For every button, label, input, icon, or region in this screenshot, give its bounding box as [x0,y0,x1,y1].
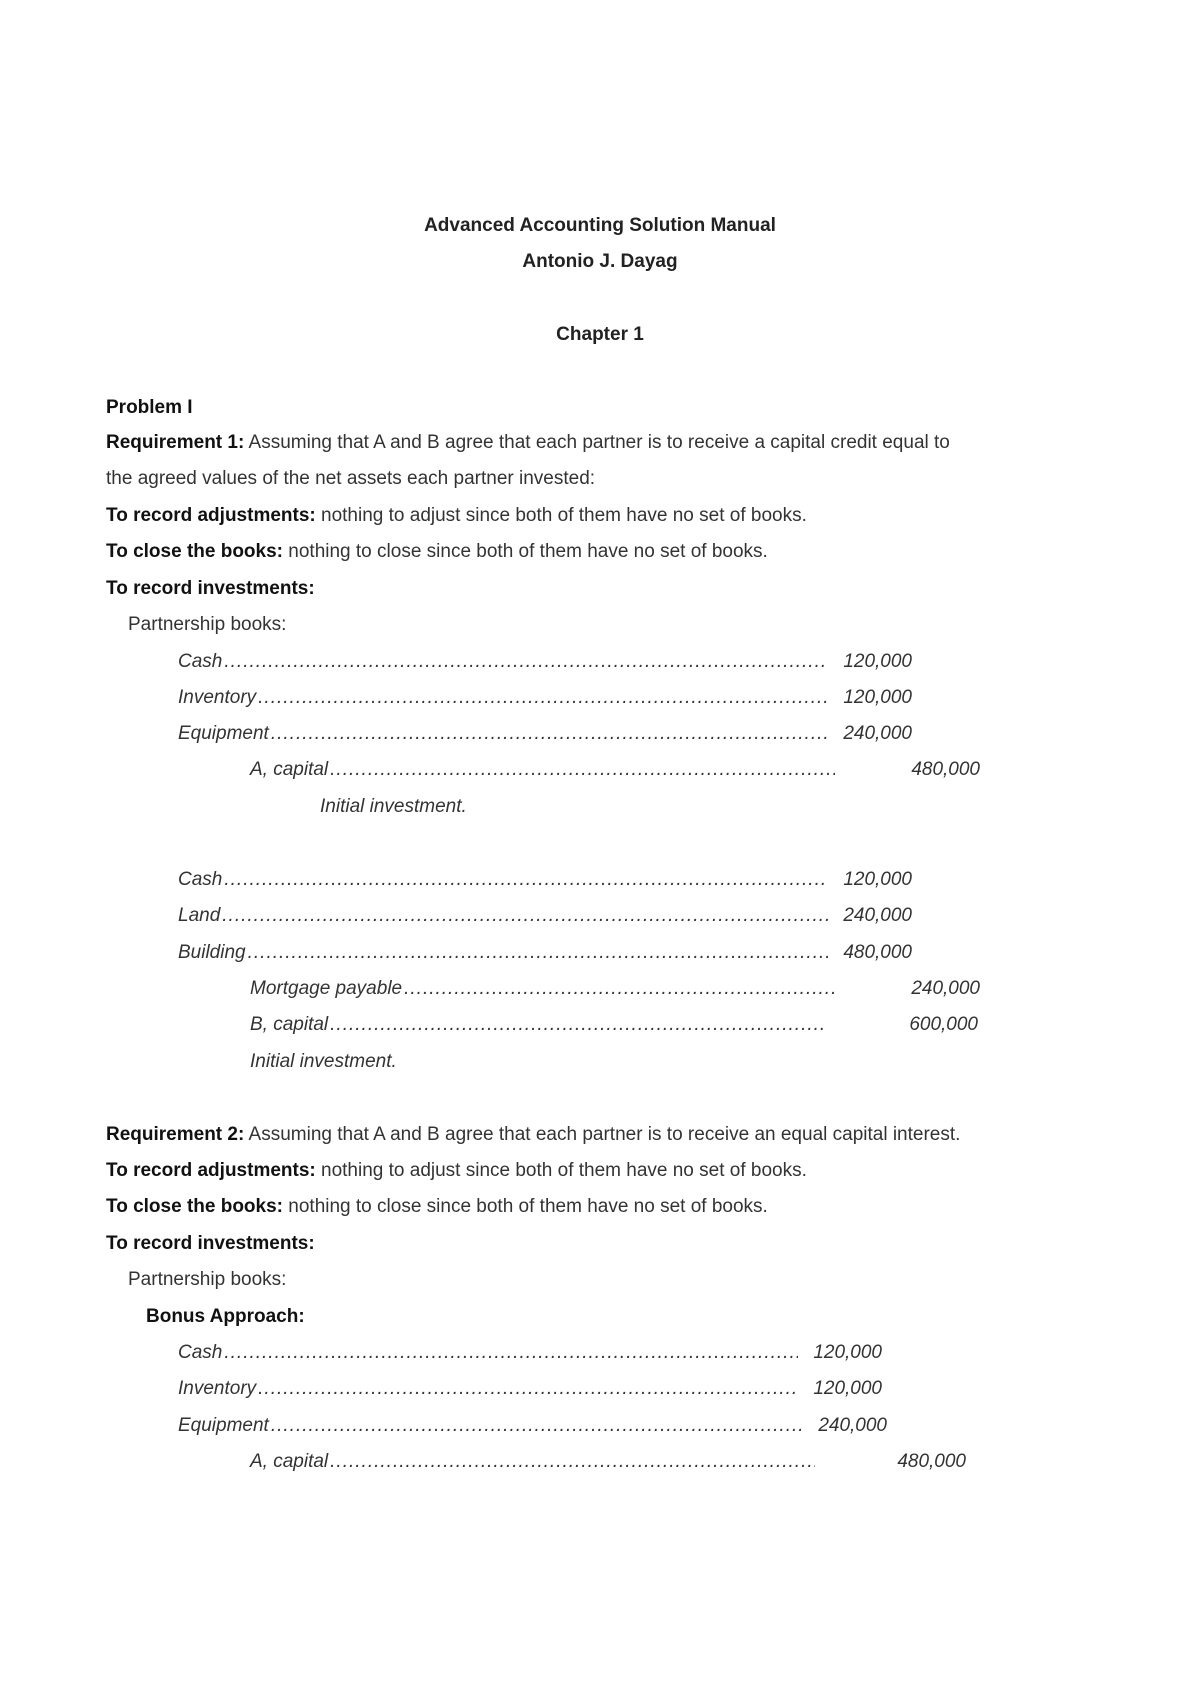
account-name: Cash [178,869,223,890]
journal-line [250,1451,815,1473]
journal-line [178,942,828,964]
req1-adj-label: To record adjustments: [106,505,316,526]
req1-close-label: To close the books: [106,541,284,562]
req2-books-label: Partnership books: [128,1269,287,1290]
entry-memo: Initial investment. [320,796,467,817]
account-name: Building [178,942,246,963]
account-name: B, capital [250,1014,329,1035]
req1-adjustments [106,505,807,527]
credit-amount: 240,000 [911,978,980,999]
leader-dots [224,869,828,891]
req1-close-text: nothing to close since both of them have no set of books. [283,541,768,562]
req2-close-label: To close the books: [106,1196,284,1217]
debit-amount: 240,000 [843,723,912,744]
debit-amount: 120,000 [813,1378,882,1399]
journal-line [178,869,828,891]
credit-amount: 480,000 [911,759,980,780]
journal-line [178,1342,798,1364]
req1-close [106,541,768,563]
bonus-approach-heading: Bonus Approach: [146,1306,305,1327]
account-name: Inventory [178,687,257,708]
leader-dots [271,723,828,745]
account-name: A, capital [250,1451,329,1472]
account-name: Cash [178,1342,223,1363]
leader-dots [248,942,828,964]
debit-amount: 480,000 [843,942,912,963]
req2-close-text: nothing to close since both of them have no set of books. [283,1196,768,1217]
leader-dots [330,759,835,781]
req2-label: Requirement 2: [106,1124,245,1145]
debit-amount: 120,000 [813,1342,882,1363]
req2-paragraph-line1 [106,1124,960,1146]
leader-dots [271,1415,803,1437]
leader-dots [224,651,828,673]
leader-dots [258,687,828,709]
leader-dots [330,1451,815,1473]
debit-amount: 120,000 [843,687,912,708]
journal-line [178,687,828,709]
leader-dots [222,905,828,927]
req2-adj-label: To record adjustments: [106,1160,316,1181]
req2-close [106,1196,768,1218]
entry-memo: Initial investment. [250,1051,397,1072]
req2-invest-label: To record investments: [106,1233,315,1254]
journal-line [250,1014,825,1036]
req1-label: Requirement 1: [106,432,245,453]
journal-line [178,1378,798,1400]
journal-line [178,1415,803,1437]
req1-paragraph-line2: the agreed values of the net assets each partner invested: [106,468,596,489]
credit-amount: 600,000 [909,1014,978,1035]
journal-line [178,723,828,745]
account-name: Land [178,905,221,926]
debit-amount: 120,000 [843,651,912,672]
debit-amount: 120,000 [843,869,912,890]
chapter-heading: Chapter 1 [556,324,644,345]
req1-invest-label: To record investments: [106,578,315,599]
leader-dots [224,1342,798,1364]
req2-text: Assuming that A and B agree that each partner is to receive an equal capital interest. [244,1124,961,1145]
account-name: A, capital [250,759,329,780]
journal-line [250,759,835,781]
leader-dots [404,978,835,1000]
account-name: Inventory [178,1378,257,1399]
document-title: Advanced Accounting Solution Manual [424,215,776,236]
req1-books-label: Partnership books: [128,614,287,635]
document-author: Antonio J. Dayag [522,251,678,272]
req2-adj-text: nothing to adjust since both of them have no set of books. [315,1160,807,1181]
account-name: Equipment [178,1415,269,1436]
journal-line [250,978,835,1000]
req2-adjustments [106,1160,807,1182]
debit-amount: 240,000 [843,905,912,926]
account-name: Mortgage payable [250,978,403,999]
account-name: Equipment [178,723,269,744]
req1-text: Assuming that A and B agree that each partner is to receive a capital credit equal to [244,432,950,453]
req1-paragraph-line1 [106,432,950,454]
journal-line [178,905,828,927]
problem-heading: Problem I [106,397,193,418]
account-name: Cash [178,651,223,672]
debit-amount: 240,000 [818,1415,887,1436]
credit-amount: 480,000 [897,1451,966,1472]
journal-line [178,651,828,673]
leader-dots [330,1014,825,1036]
req1-adj-text: nothing to adjust since both of them have no set of books. [315,505,807,526]
leader-dots [258,1378,798,1400]
